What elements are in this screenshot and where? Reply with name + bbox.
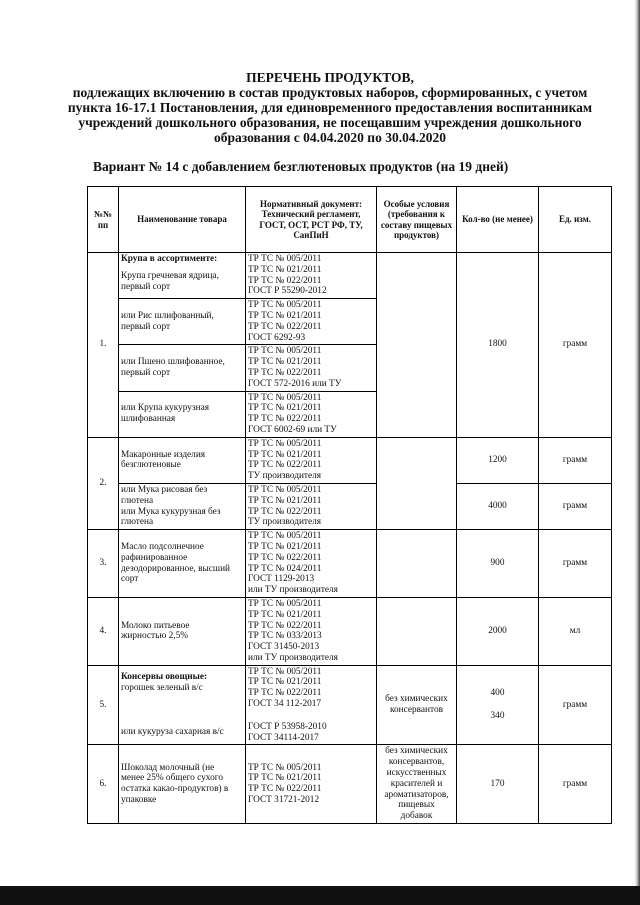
variant-heading: Вариант № 14 с добавлением безглютеновых продуктов (на 19 дней) (93, 159, 509, 174)
product-name: безглютеновые (121, 460, 181, 471)
product-name: глютена (121, 517, 154, 528)
doc-line: ТР ТС № 005/2011 (248, 300, 322, 311)
doc-line: ТР ТС № 022/2011 (248, 784, 322, 795)
quantity-cell: 900 (457, 530, 539, 598)
product-name: Молоко питьевое (121, 620, 190, 631)
doc-cell (246, 483, 377, 529)
conditions-cell (377, 745, 457, 824)
condition-line: консервантов (389, 705, 444, 716)
doc-cell (246, 745, 377, 824)
doc-line: ГОСТ 31721-2012 (248, 795, 320, 806)
conditions-cell (377, 665, 457, 745)
condition-line: без химических (385, 694, 448, 705)
conditions-cell (377, 530, 457, 598)
header-num: №№ пп (88, 187, 119, 253)
row-number: 4. (88, 597, 119, 665)
condition-line: без химических (385, 746, 448, 757)
condition-line: ароматизаторов, (384, 789, 449, 800)
product-name-cell (119, 530, 246, 598)
product-name-cell (119, 665, 246, 745)
header-quantity: Кол-во (не менее) (457, 187, 539, 253)
doc-line: ГОСТ 34114-2017 (248, 732, 319, 743)
doc-line: ТР ТС № 021/2011 (248, 264, 322, 275)
unit-cell: грамм (539, 665, 612, 745)
table-row (88, 483, 612, 529)
doc-line: ГОСТ 6292-93 (248, 332, 306, 343)
row-number: 2. (88, 437, 119, 529)
doc-line: ТР ТС № 024/2011 (248, 563, 322, 574)
row-number: 5. (88, 665, 119, 745)
product-name: шлифованная (121, 414, 176, 425)
doc-line: ТР ТС № 005/2011 (248, 438, 322, 449)
doc-cell (246, 437, 377, 483)
doc-cell (246, 530, 377, 598)
product-name: Крупа гречневая ядрица, (121, 270, 219, 281)
condition-line: пищевых (398, 800, 435, 811)
doc-line: ТР ТС № 005/2011 (248, 666, 322, 677)
doc-line: ТУ производителя (248, 517, 322, 528)
header-row (88, 187, 612, 253)
product-name-cell (119, 253, 246, 299)
product-name: или Рис шлифованный, (121, 310, 214, 321)
conditions-cell (377, 253, 457, 438)
title-line: ПЕРЕЧЕНЬ ПРОДУКТОВ, (246, 70, 414, 85)
doc-line: ТР ТС № 021/2011 (248, 449, 322, 460)
conditions-cell (377, 437, 457, 529)
unit-cell: грамм (539, 530, 612, 598)
quantity-cell: 1200 (457, 437, 539, 483)
quantity-cell: 4000 (457, 483, 539, 529)
doc-line: ТР ТС № 021/2011 (248, 609, 322, 620)
table-row (88, 597, 612, 665)
doc-line: ГОСТ 6002-69 или ТУ (248, 424, 337, 435)
doc-line: ТР ТС № 022/2011 (248, 275, 322, 286)
condition-line: консервантов, (388, 757, 445, 768)
table-row (88, 437, 612, 483)
doc-line: ТР ТС № 021/2011 (248, 357, 322, 368)
doc-line: ТР ТС № 005/2011 (248, 346, 322, 357)
row-number: 1. (88, 253, 119, 438)
doc-line: ТР ТС № 022/2011 (248, 321, 322, 332)
product-name: Масло подсолнечное (121, 541, 204, 552)
doc-line: ТР ТС № 022/2011 (248, 460, 322, 471)
doc-line: ТР ТС № 021/2011 (248, 495, 322, 506)
unit-cell: грамм (539, 483, 612, 529)
doc-line: ТР ТС № 005/2011 (248, 392, 322, 403)
doc-line: ТР ТС № 005/2011 (248, 598, 322, 609)
doc-cell (246, 597, 377, 665)
product-name: или кукуруза сахарная в/с (121, 727, 224, 738)
doc-line: или ТУ производителя (248, 652, 338, 663)
table-row (88, 530, 612, 598)
product-name: Макаронные изделия (121, 449, 206, 460)
doc-line: ТР ТС № 005/2011 (248, 484, 322, 495)
doc-line: ТР ТС № 005/2011 (248, 531, 322, 542)
document-title (60, 70, 600, 145)
scan-bottom-border (0, 886, 640, 905)
doc-cell (246, 665, 377, 745)
quantity-cell (457, 665, 539, 745)
doc-line: ТР ТС № 021/2011 (248, 403, 322, 414)
product-name: или Пшено шлифованное, (121, 357, 225, 368)
doc-cell (246, 253, 377, 299)
title-line: образования с 04.04.2020 по 30.04.2020 (214, 130, 446, 145)
title-line: подлежащих включению в состав продуктовых наборов, сформированных, с учетом (72, 85, 588, 100)
doc-line: ТР ТС № 022/2011 (248, 414, 322, 425)
product-name: рафинированное (121, 552, 188, 563)
quantity-value: 400 (490, 688, 505, 699)
doc-line: ТР ТС № 022/2011 (248, 506, 322, 517)
row-number: 6. (88, 745, 119, 824)
doc-cell (246, 299, 377, 345)
conditions-cell (377, 597, 457, 665)
product-name: упаковке (121, 795, 157, 806)
header-conditions: Особые условия (требования к составу пищевых продуктов) (377, 187, 457, 253)
doc-line: ТР ТС № 022/2011 (248, 688, 322, 699)
unit-cell: мл (539, 597, 612, 665)
doc-line: ТР ТС № 021/2011 (248, 677, 322, 688)
product-name: первый сорт (121, 367, 171, 378)
doc-line: ГОСТ Р 53958-2010 (248, 721, 327, 732)
products-table (87, 186, 612, 824)
scan-edge-shadow (634, 0, 640, 886)
doc-line: ТР ТС № 033/2013 (248, 631, 322, 642)
product-name-cell (119, 391, 246, 437)
title-line: учреждений дошкольного образования, не посещавшим учреждения дошкольного (78, 115, 582, 130)
product-name-cell (119, 745, 246, 824)
doc-cell (246, 391, 377, 437)
product-name: дезодорированное, высший (121, 563, 231, 574)
doc-line: ТР ТС № 005/2011 (248, 254, 322, 264)
doc-line: ГОСТ Р 55290-2012 (248, 286, 327, 297)
table-row (88, 253, 612, 299)
condition-line: искусственных (386, 768, 447, 779)
doc-line: ТР ТС № 022/2011 (248, 620, 322, 631)
product-name: менее 25% общего сухого (121, 773, 223, 784)
product-name: остатка какао-продуктов) в (121, 784, 229, 795)
product-name: Шоколад молочный (не (121, 762, 215, 773)
doc-line: ТР ТС № 022/2011 (248, 552, 322, 563)
product-name: глютена (121, 495, 154, 506)
doc-line: ТУ производителя (248, 471, 322, 482)
doc-line: ТР ТС № 005/2011 (248, 762, 322, 773)
row-number: 3. (88, 530, 119, 598)
group-label: Консервы овощные: (121, 671, 208, 682)
title-line: пункта 16-17.1 Постановления, для единовременного предоставления воспитанникам (67, 100, 593, 115)
doc-cell (246, 345, 377, 391)
condition-line: красителей и (390, 778, 443, 789)
table-row (88, 665, 612, 745)
product-name: жирностью 2,5% (121, 631, 188, 642)
header-name: Наименование товара (119, 187, 246, 253)
doc-line: ГОСТ 1129-2013 (248, 574, 315, 585)
product-name-cell (119, 345, 246, 391)
header-unit: Ед. изм. (539, 187, 612, 253)
doc-line: ГОСТ 31450-2013 (248, 642, 320, 653)
doc-line: ТР ТС № 022/2011 (248, 367, 322, 378)
quantity-cell: 2000 (457, 597, 539, 665)
product-name: или Мука кукурузная без (121, 506, 221, 517)
quantity-cell: 1800 (457, 253, 539, 438)
product-name: сорт (121, 574, 139, 585)
product-name: первый сорт (121, 321, 171, 332)
quantity-value: 340 (490, 711, 505, 722)
doc-line: ГОСТ 34 112-2017 (248, 699, 322, 710)
doc-line: ТР ТС № 021/2011 (248, 310, 322, 321)
doc-line: ТР ТС № 021/2011 (248, 773, 322, 784)
unit-cell: грамм (539, 437, 612, 483)
doc-line: ТР ТС № 021/2011 (248, 541, 322, 552)
doc-line: или ТУ производителя (248, 585, 338, 596)
product-name: первый сорт (121, 281, 171, 292)
product-name: или Крупа кукурузная (121, 403, 210, 414)
product-name-cell (119, 437, 246, 483)
product-name: или Мука рисовая без (121, 484, 208, 495)
unit-cell: грамм (539, 253, 612, 438)
product-name-cell (119, 299, 246, 345)
product-name: горошек зеленый в/с (121, 682, 203, 693)
product-name-cell (119, 483, 246, 529)
product-name-cell (119, 597, 246, 665)
group-label: Крупа в ассортименте: (121, 254, 218, 264)
table-row (88, 745, 612, 824)
quantity-cell: 170 (457, 745, 539, 824)
condition-line: добавок (400, 811, 433, 822)
doc-line: ГОСТ 572-2016 или ТУ (248, 378, 342, 389)
unit-cell: грамм (539, 745, 612, 824)
header-doc: Нормативный документ: Технический регламент, ГОСТ, ОСТ, РСТ РФ, ТУ, СанПиН (246, 187, 377, 253)
